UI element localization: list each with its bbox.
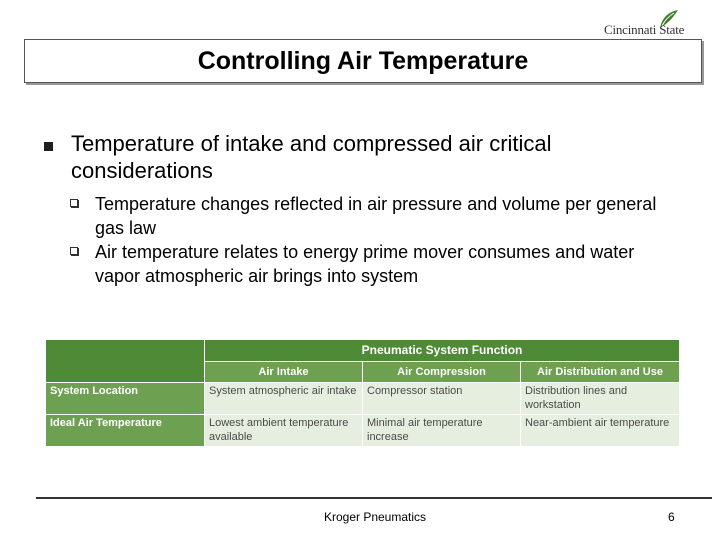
cincinnati-state-logo xyxy=(604,8,688,38)
table-cell: Minimal air temperature increase xyxy=(363,415,521,447)
footer-text: Kroger Pneumatics xyxy=(323,510,427,524)
sub-bullet-text: Air temperature relates to energy prime mover consumes and water vapor atmospheric air brings into system xyxy=(95,242,635,286)
square-bullet-icon xyxy=(44,142,53,151)
table-row-label: System Location xyxy=(46,383,205,415)
sub-bullet-list xyxy=(70,192,684,288)
table-column-header: Air Distribution and Use xyxy=(521,362,680,383)
footer-divider xyxy=(36,497,712,499)
table-column-header: Air Compression xyxy=(363,362,521,383)
page-number: 6 xyxy=(668,510,675,524)
checkbox-bullet-icon xyxy=(70,247,78,255)
table-cell: Near-ambient air temperature xyxy=(521,415,680,447)
table-corner-cell xyxy=(46,340,205,383)
checkbox-bullet-icon xyxy=(70,199,78,207)
bullet-item xyxy=(44,130,684,184)
title-box xyxy=(24,39,702,83)
table-cell: Compressor station xyxy=(363,383,521,415)
table-row xyxy=(46,383,680,415)
table-function-header: Pneumatic System Function xyxy=(205,340,680,362)
table-cell: Lowest ambient temperature available xyxy=(205,415,363,447)
bullet-list xyxy=(44,130,684,288)
logo-text: Cincinnati State xyxy=(604,22,685,37)
pneumatic-function-table xyxy=(45,339,680,447)
sub-bullet-item xyxy=(70,192,684,240)
slide-title: Controlling Air Temperature xyxy=(197,46,529,75)
sub-bullet-item xyxy=(70,240,684,288)
sub-bullet-text: Temperature changes reflected in air pressure and volume per general gas law xyxy=(95,194,657,238)
bullet-text: Temperature of intake and compressed air critical considerations xyxy=(71,131,552,183)
table-cell: System atmospheric air intake xyxy=(205,383,363,415)
table-cell: Distribution lines and workstation xyxy=(521,383,680,415)
table-row xyxy=(46,415,680,447)
table-row-label: Ideal Air Temperature xyxy=(46,415,205,447)
table-column-header: Air Intake xyxy=(205,362,363,383)
